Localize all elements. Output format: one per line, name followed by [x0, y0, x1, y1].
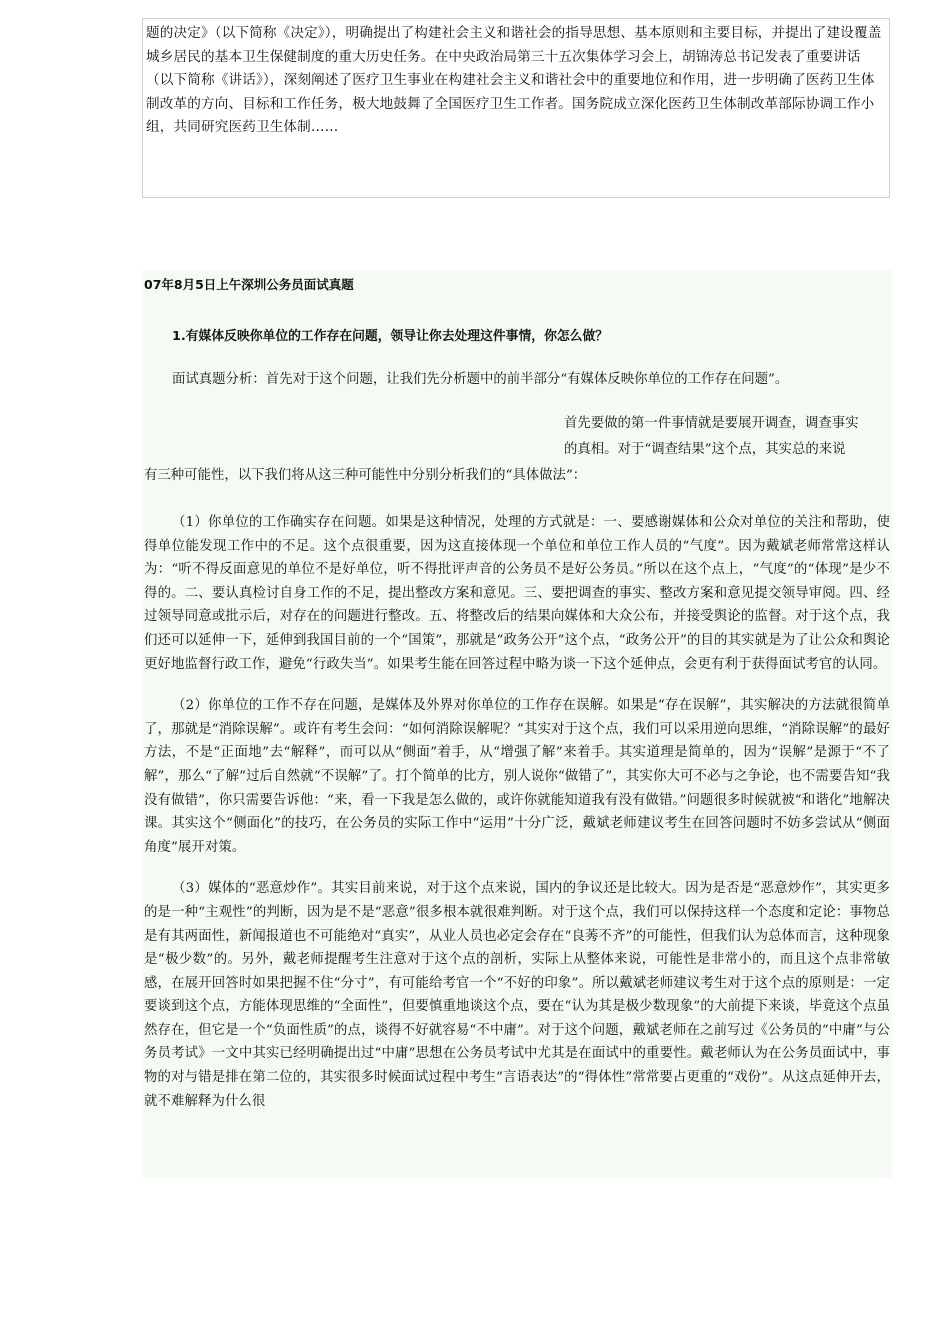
question-analysis: 面试真题分析：首先对于这个问题，让我们先分析题中的前半部分“有媒体反映你单位的工作存在问题”。: [172, 372, 789, 387]
case-paragraph-3: （3）媒体的“恶意炒作”。其实目前来说，对于这个点来说，国内的争议还是比较大。因为是否是“恶意炒作”，其实更多的是一种“主观性”的判断，因为是不是“恶意”很多根本就很难判断。对于这个点，我们可以保持这样一个态度和定论：事物总是有其两面性，新闻报道也不可能绝对“真实”，从业人员也必定会存在“良莠不齐”的可能性，但我们认为总体而言，这种现象是“极少数”的。另外，戴老师提醒考生注意对于这个点的剖析，实际上从整体来说，可能性是非常小的，而且这个点非常敏感，在展开回答时如果把握不住“分寸”，有可能给考官一个“不好的印象”。所以戴斌老师建议考生对于这个点的原则是：一定要谈到这个点，方能体现思维的“全面性”，但要慎重地谈这个点，要在“认为其是极少数现象”的大前提下来谈，毕竟这个点虽然存在，但它是一个“负面性质”的点，谈得不好就容易“不中庸”。对于这个问题，戴斌老师在之前写过《公务员的“中庸”与公务员考试》一文中其实已经明确提出过“中庸”思想在公务员考试中尤其是在面试中的重要性。戴老师认为在公务员面试中，事物的对与错是排在第二位的，其实很多时候面试过程中考生“言语表达”的“得体性”常常要占更重的“戏份”。从这点延伸开去，就不难解释为什么很: [144, 881, 890, 1109]
interview-question: 1.有媒体反映你单位的工作存在问题，领导让你去处理这件事情，你怎么做？: [172, 329, 609, 344]
intro-paragraph: 题的决定》（以下简称《决定》），明确提出了构建社会主义和谐社会的指导思想、基本原则和主要目标，并提出了建设覆盖城乡居民的基本卫生保健制度的重大历史任务。在中央政治局第三十五次集体学习会上，胡锦涛总书记发表了重要讲话（以下简称《讲话》），深刻阐述了医疗卫生事业在构建社会主义和谐社会中的重要地位和作用，进一步明确了医药卫生体制改革的方向、目标和工作任务，极大地鼓舞了全国医疗卫生工作者。国务院成立深化医药卫生体制改革部际协调工作小组，共同研究医药卫生体制……: [146, 25, 882, 135]
intro-text-box: [142, 18, 890, 198]
lead-line-3: 有三种可能性，以下我们将从这三种可能性中分别分析我们的“具体做法”：: [144, 468, 587, 483]
interview-article: [142, 270, 892, 1178]
case-paragraph-1: （1）你单位的工作确实存在问题。如果是这种情况，处理的方式就是：一、要感谢媒体和公众对单位的关注和帮助，使得单位能发现工作中的不足。这个点很重要，因为这直接体现一个单位和单位工作人员的“气度”。因为戴斌老师常常这样认为：“听不得反面意见的单位不是好单位，听不得批评声音的公务员不是好公务员。”所以在这个点上，“气度”的“体现”是少不得的。二、要认真检讨自身工作的不足，提出整改方案和意见。三、要把调查的事实、整改方案和意见提交领导审阅。四、经过领导同意或批示后，对存在的问题进行整改。五、将整改后的结果向媒体和大众公布，并接受舆论的监督。对于这个点，我们还可以延伸一下，延伸到我国目前的一个“国策”，那就是“政务公开”这个点，“政务公开”的目的其实就是为了让公众和舆论更好地监督行政工作，避免“行政失当”。如果考生能在回答过程中略为谈一下这个延伸点，会更有利于获得面试考官的认同。: [144, 515, 890, 672]
lead-line-2: 的真相。对于“调查结果”这个点，其实总的来说: [564, 442, 846, 457]
lead-line-1: 首先要做的第一件事情就是要展开调查，调查事实: [564, 416, 859, 431]
case-paragraph-2: （2）你单位的工作不存在问题，是媒体及外界对你单位的工作存在误解。如果是“存在误解”，其实解决的方法就很简单了，那就是“消除误解”。或许有考生会问：“如何消除误解呢？”其实对于这个点，我们可以采用逆向思维，“消除误解”的最好方法，不是“正面地”去“解释”，而可以从“侧面”着手，从“增强了解”来着手。其实道理是简单的，因为“误解”是源于“不了解”，那么“了解”过后自然就“不误解”了。打个简单的比方，别人说你“做错了”，其实你大可不必与之争论，也不需要告知“我没有做错”，你只需要告诉他：“来，看一下我是怎么做的，或许你就能知道我有没有做错。”问题很多时候就被“和谐化”地解决课。其实这个“侧面化”的技巧，在公务员的实际工作中“运用”十分广泛，戴斌老师建议考生在回答问题时不妨多尝试从“侧面角度”展开对策。: [144, 698, 890, 855]
article-headline: 07年8月5日上午深圳公务员面试真题: [144, 277, 354, 292]
lead-paragraph: [144, 411, 890, 489]
